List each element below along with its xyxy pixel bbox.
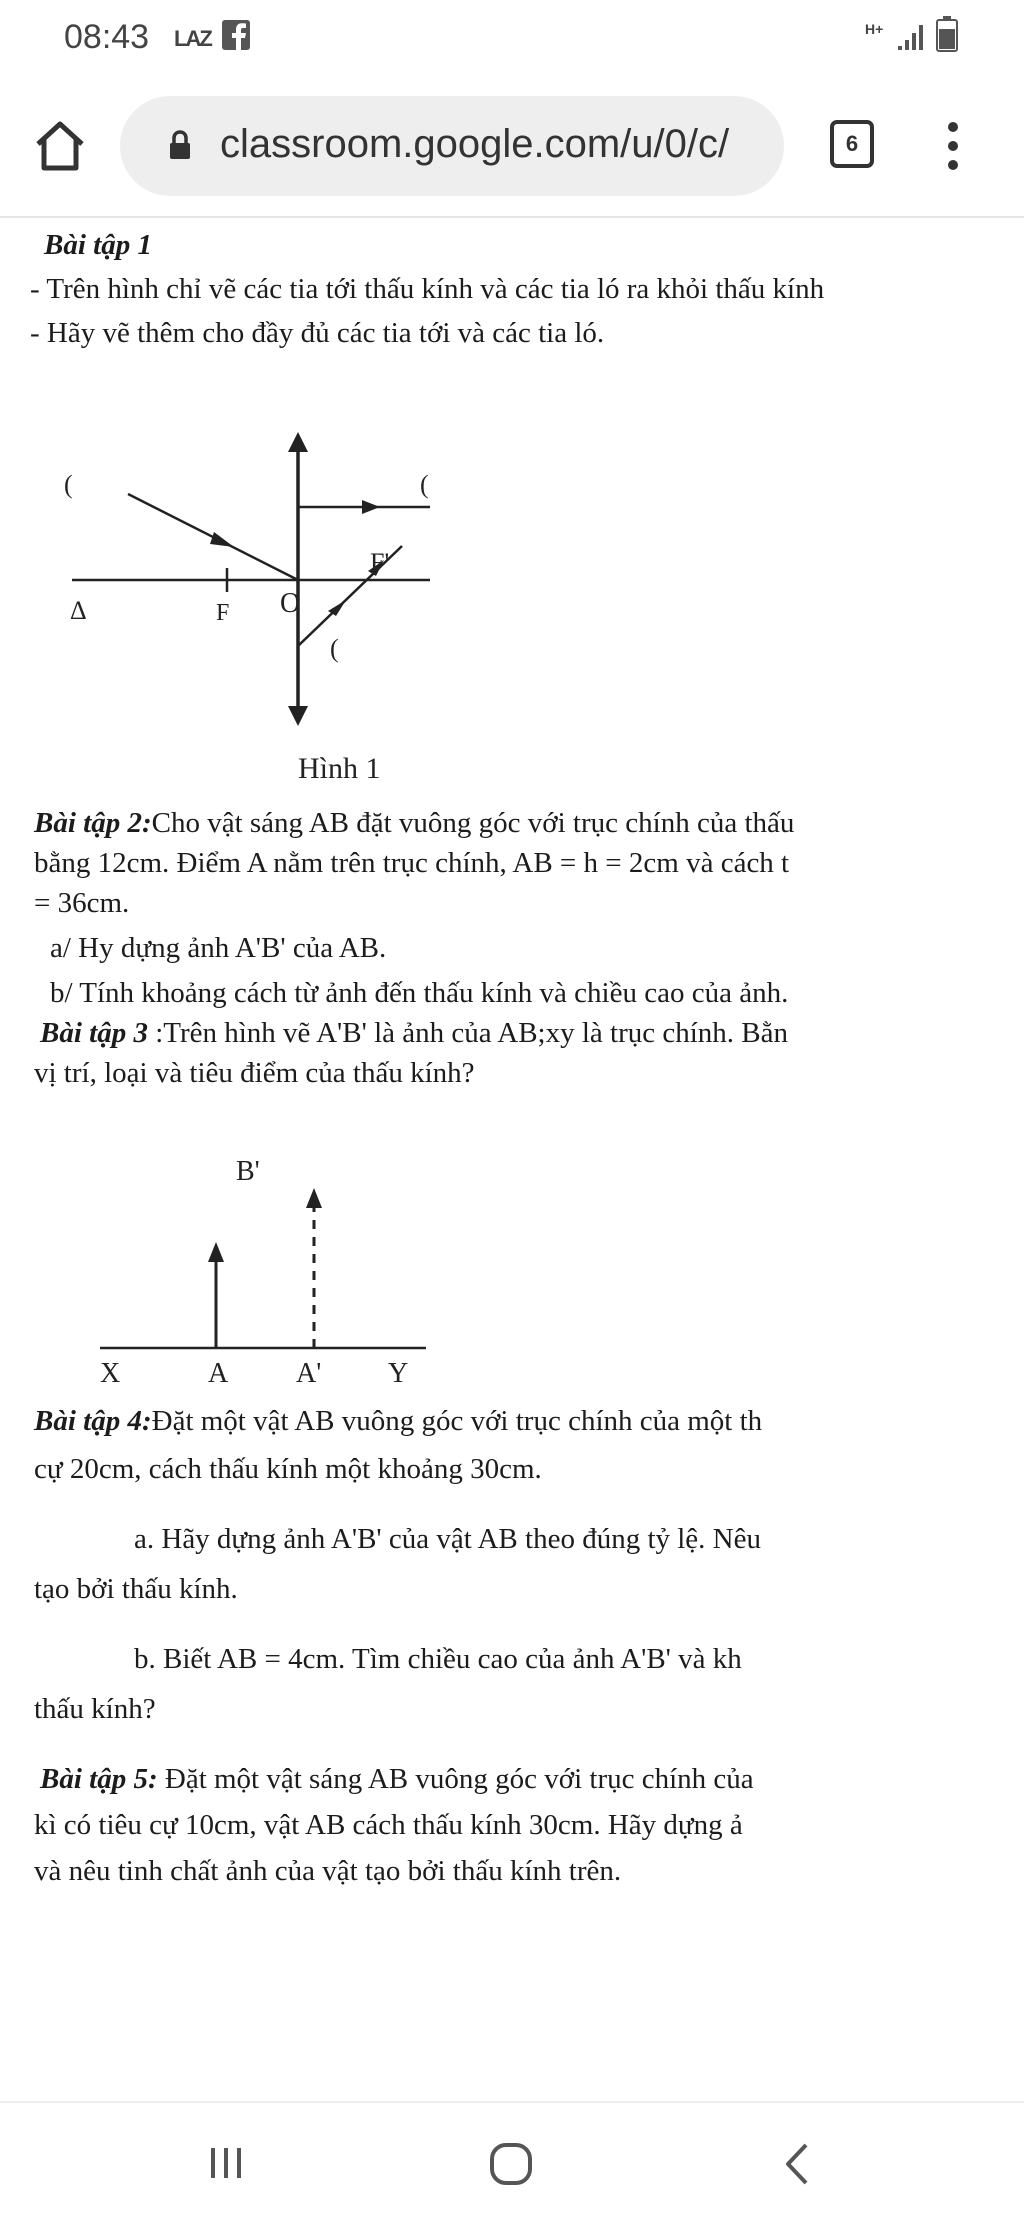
- back-icon[interactable]: [784, 2141, 810, 2187]
- label-focal-F: F: [216, 600, 230, 626]
- label-A: A: [208, 1358, 229, 1389]
- ex1-title: Bài tập 1: [44, 229, 152, 261]
- ex3-title: Bài tập 3: [40, 1017, 148, 1049]
- label-y: Y: [388, 1358, 409, 1389]
- image-arrow: [306, 1188, 322, 1208]
- ex5-line2: kì có tiêu cự 10cm, vật AB cách thấu kính 30cm. Hãy dựng ả: [34, 1809, 743, 1841]
- ex1-line2: - Hãy vẽ thêm cho đầy đủ các tia tới và các tia ló.: [30, 317, 605, 349]
- ex4-title: Bài tập 4:: [34, 1405, 152, 1437]
- battery-icon: [936, 16, 958, 52]
- ex3-line2: vị trí, loại và tiêu điểm của thấu kính?: [34, 1057, 475, 1089]
- label-x: X: [100, 1358, 121, 1389]
- more-menu-icon[interactable]: [936, 116, 972, 176]
- ex3-text-1: :Trên hình vẽ A'B' là ảnh của AB;xy là trục chính. Bằn: [147, 1017, 789, 1049]
- ray-mark-3: (: [330, 634, 339, 663]
- ex4-item-b-2: thấu kính?: [34, 1693, 156, 1725]
- system-navigation-bar: [0, 2101, 1024, 2219]
- home-icon[interactable]: [30, 116, 90, 176]
- carrier-label: LAZ: [174, 26, 211, 51]
- ex4-item-b-1: b. Biết AB = 4cm. Tìm chiều cao của ảnh A'B' và kh: [134, 1643, 742, 1675]
- figure-1-caption: Hình 1: [298, 752, 381, 785]
- ex4-line1: [34, 1404, 762, 1438]
- tab-switcher-button[interactable]: [830, 120, 872, 168]
- network-type-label: H+: [865, 21, 884, 37]
- lock-icon: [168, 130, 192, 160]
- ray-mark-2: (: [420, 470, 429, 499]
- ex4-line2: cự 20cm, cách thấu kính một khoảng 30cm.: [34, 1453, 542, 1485]
- ray-mark-1: (: [64, 470, 73, 499]
- ex5-line1: [40, 1762, 754, 1796]
- ex1-line1: - Trên hình chỉ vẽ các tia tới thấu kính và các tia ló ra khỏi thấu kính: [30, 273, 825, 305]
- ex2-line2: bằng 12cm. Điểm A nằm trên trục chính, AB = h = 2cm và cách t: [34, 847, 790, 879]
- ex2-item-a: a/ Hy dựng ảnh A'B' của AB.: [50, 932, 387, 964]
- home-nav-icon[interactable]: [488, 2141, 534, 2187]
- ex4-item-a-2: tạo bởi thấu kính.: [34, 1573, 238, 1605]
- ex5-text-1: Đặt một vật sáng AB vuông góc với trục chính của: [157, 1763, 754, 1795]
- url-text: classroom.google.com/u/0/c/: [220, 122, 730, 166]
- label-focal-F-prime: F': [370, 548, 390, 577]
- ex5-title: Bài tập 5:: [40, 1763, 158, 1795]
- document-content: [0, 216, 1024, 2101]
- ex4-item-a-1: a. Hãy dựng ảnh A'B' của vật AB theo đúng tỷ lệ. Nêu: [134, 1523, 761, 1555]
- status-time: 08:43: [64, 18, 150, 56]
- recent-apps-icon[interactable]: [206, 2143, 246, 2183]
- label-delta: Δ: [70, 596, 87, 625]
- ex2-title: Bài tập 2:: [34, 807, 152, 839]
- address-bar[interactable]: [120, 96, 784, 196]
- label-B-prime: B': [236, 1156, 260, 1187]
- facebook-icon: [222, 20, 250, 50]
- tab-count: 6: [830, 120, 874, 168]
- signal-icon: [896, 20, 926, 52]
- ex2-line3: = 36cm.: [34, 887, 130, 919]
- object-AB-arrow: [208, 1242, 224, 1262]
- browser-toolbar: [0, 76, 1024, 218]
- ex2-text-1: Cho vật sáng AB đặt vuông góc với trục chính của thấu: [151, 807, 795, 839]
- ex2-item-b: b/ Tính khoảng cách từ ảnh đến thấu kính và chiều cao của ảnh.: [50, 977, 789, 1009]
- ex5-line3: và nêu tinh chất ảnh của vật tạo bởi thấu kính trên.: [34, 1855, 622, 1887]
- label-A-prime: A': [296, 1358, 322, 1389]
- ex4-text-1: Đặt một vật AB vuông góc với trục chính của một th: [151, 1405, 763, 1437]
- label-optical-center-O: O: [280, 588, 301, 619]
- status-bar: [0, 0, 1024, 76]
